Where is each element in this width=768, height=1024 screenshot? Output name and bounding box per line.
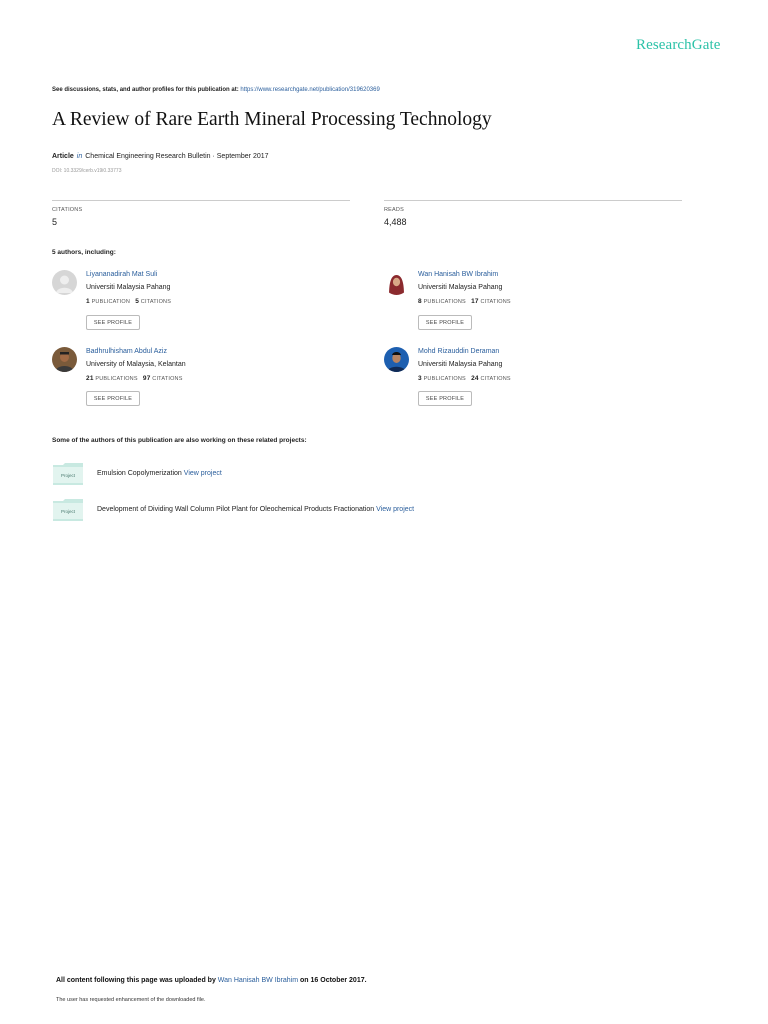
footer-prefix: All content following this page was uploaded by	[56, 977, 216, 984]
author-institution: Universiti Malaysia Pahang	[418, 284, 503, 291]
publication-meta	[52, 153, 269, 160]
project-item	[97, 470, 222, 477]
cit-label: CITATIONS	[480, 376, 511, 382]
upload-footer	[56, 977, 367, 984]
cit-label: CITATIONS	[152, 376, 183, 382]
citations-label: CITATIONS	[52, 207, 83, 213]
authors-heading: 5 authors, including:	[52, 249, 116, 256]
footer-suffix: on 16 October 2017.	[300, 977, 367, 984]
researchgate-logo[interactable]: ResearchGate	[636, 37, 721, 53]
in-word: in	[76, 153, 83, 160]
author-stats	[86, 375, 183, 382]
see-profile-button[interactable]: SEE PROFILE	[418, 315, 472, 330]
view-project-link[interactable]: View project	[376, 506, 415, 513]
project-folder-icon[interactable]	[53, 499, 83, 521]
view-project-link[interactable]: View project	[183, 470, 222, 477]
project-name: Emulsion Copolymerization	[97, 470, 182, 477]
author-photo-icon[interactable]	[384, 270, 409, 295]
cit-count: 17	[471, 298, 479, 305]
author-institution: Universiti Malaysia Pahang	[86, 284, 171, 291]
doi: DOI: 10.3329/cerb.v19i0.33773	[52, 168, 122, 174]
author-stats	[86, 298, 171, 305]
author-photo-icon[interactable]	[52, 347, 77, 372]
pub-label: PUBLICATIONS	[423, 376, 466, 382]
project-folder-icon[interactable]	[53, 463, 83, 485]
author-photo-icon[interactable]	[384, 347, 409, 372]
publication-title: A Review of Rare Earth Mineral Processing Technology	[52, 109, 492, 130]
citations-value: 5	[52, 217, 58, 227]
author-stats	[418, 298, 511, 305]
uploader-link[interactable]: Wan Hanisah BW Ibrahim	[217, 977, 299, 984]
project-item	[97, 506, 414, 513]
publication-url-link[interactable]: https://www.researchgate.net/publication/319620369	[240, 87, 380, 93]
see-profile-button[interactable]: SEE PROFILE	[86, 315, 140, 330]
project-folder-label: Project	[60, 473, 75, 478]
author-name[interactable]: Wan Hanisah BW Ibrahim	[418, 271, 499, 278]
cit-label: CITATIONS	[480, 299, 511, 305]
see-profile-button[interactable]: SEE PROFILE	[86, 391, 140, 406]
pub-count: 21	[86, 375, 94, 382]
author-institution: University of Malaysia, Kelantan	[86, 361, 186, 368]
pub-count: 8	[418, 298, 422, 305]
article-type: Article	[52, 153, 74, 160]
enhancement-note: The user has requested enhancement of the downloaded file.	[56, 997, 206, 1003]
projects-heading: Some of the authors of this publication are also working on these related projects:	[52, 437, 307, 444]
pub-count: 1	[86, 298, 90, 305]
pub-label: PUBLICATION	[91, 299, 131, 305]
pub-label: PUBLICATIONS	[423, 299, 466, 305]
see-profile-button[interactable]: SEE PROFILE	[418, 391, 472, 406]
citations-divider	[52, 200, 350, 201]
author-name[interactable]: Badhrulhisham Abdul Aziz	[86, 348, 167, 355]
author-stats	[418, 375, 511, 382]
pub-count: 3	[418, 375, 422, 382]
cit-count: 97	[142, 375, 151, 382]
discussion-line	[52, 87, 380, 93]
pub-label: PUBLICATIONS	[95, 376, 138, 382]
author-name[interactable]: Mohd Rizauddin Deraman	[418, 348, 500, 355]
reads-divider	[384, 200, 682, 201]
journal-date: Chemical Engineering Research Bulletin · September 2017	[85, 153, 269, 160]
cit-count: 24	[471, 375, 479, 382]
cit-count: 5	[135, 298, 140, 305]
author-name[interactable]: Liyananadirah Mat Suli	[86, 271, 158, 278]
avatar-placeholder-icon[interactable]	[52, 270, 77, 295]
reads-value: 4,488	[384, 217, 407, 227]
author-institution: Universiti Malaysia Pahang	[418, 361, 503, 368]
cit-label: CITATIONS	[140, 299, 172, 305]
reads-label: READS	[384, 207, 404, 213]
project-name: Development of Dividing Wall Column Pilot Plant for Oleochemical Products Fractionation	[97, 506, 375, 513]
discussion-prefix: See discussions, stats, and author profiles for this publication at:	[52, 87, 239, 93]
project-folder-label: Project	[60, 509, 75, 514]
